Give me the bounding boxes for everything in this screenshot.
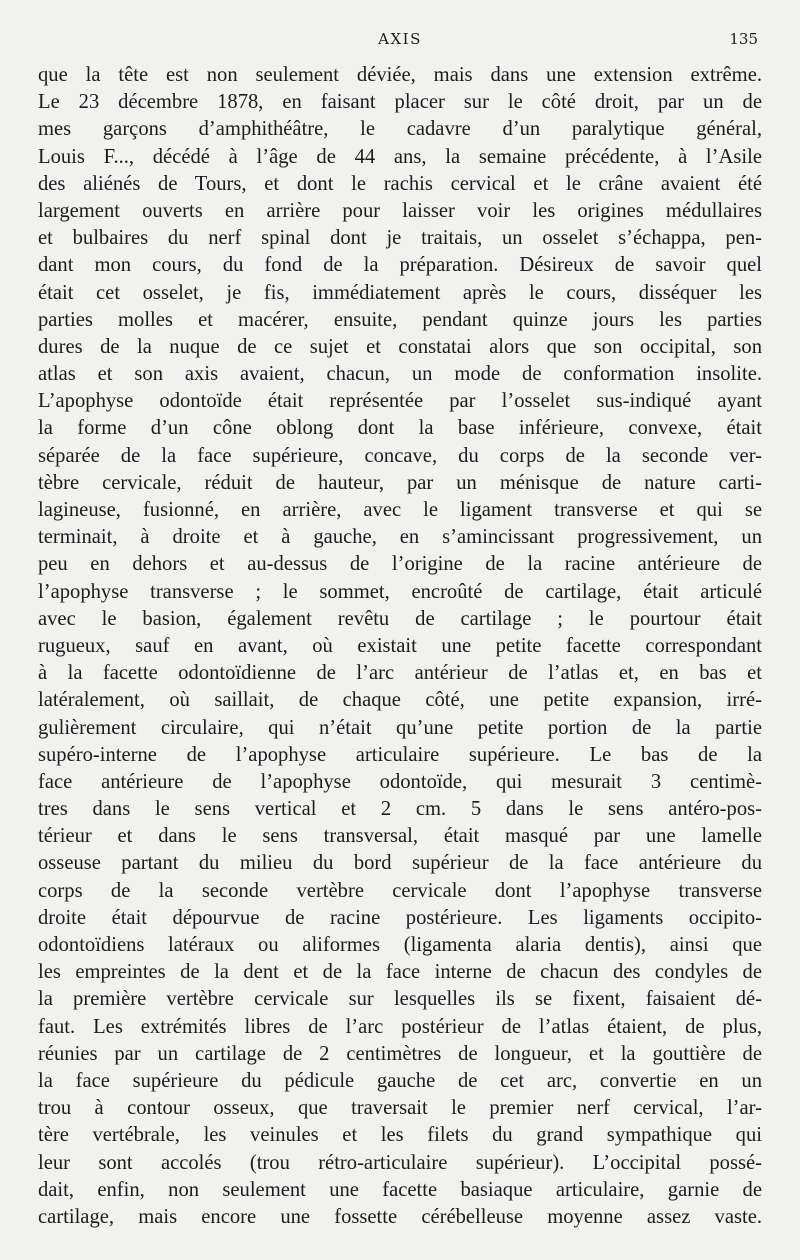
body-text: [38, 62, 762, 1231]
text-line: largement ouverts en arrière pour laisser voir les origines médullaires: [38, 199, 762, 222]
running-title: AXIS: [378, 30, 422, 48]
text-line: supéro-interne de l’apophyse articulaire supérieure. Le bas de la: [38, 743, 762, 766]
text-line: trou à contour osseux, que traversait le premier nerf cervical, l’ar-: [38, 1097, 762, 1120]
text-line: térieur et dans le sens transversal, était masqué par une lamelle: [38, 825, 762, 848]
page-number: 135: [729, 30, 758, 48]
text-line: les empreintes de la dent et de la face interne de chacun des condyles de: [38, 961, 762, 984]
text-line: terminait, à droite et à gauche, en s’amincissant progressivement, un: [38, 526, 762, 549]
text-line: parties molles et macérer, ensuite, pendant quinze jours les parties: [38, 308, 762, 331]
text-line: la face supérieure du pédicule gauche de cet arc, convertie en un: [38, 1069, 762, 1092]
text-line: séparée de la face supérieure, concave, du corps de la seconde ver-: [38, 444, 762, 467]
text-line: tres dans le sens vertical et 2 cm. 5 dans le sens antéro-pos-: [38, 798, 762, 821]
text-line: peu en dehors et au-dessus de l’origine de la racine antérieure de: [38, 553, 762, 576]
text-line: gulièrement circulaire, qui n’était qu’une petite portion de la partie: [38, 716, 762, 739]
text-line: réunies par un cartilage de 2 centimètres de longueur, et la gouttière de: [38, 1042, 762, 1065]
text-line: la première vertèbre cervicale sur lesquelles ils se fixent, faisaient dé-: [38, 988, 762, 1011]
text-line: L’apophyse odontoïde était représentée par l’osselet sus-indiqué ayant: [38, 390, 762, 413]
text-line: était cet osselet, je fis, immédiatement après le cours, disséquer les: [38, 281, 762, 304]
text-line: leur sont accolés (trou rétro-articulaire supérieur). L’occipital possé-: [38, 1151, 762, 1174]
text-line: latéralement, où saillait, de chaque côté, une petite expansion, irré-: [38, 689, 762, 712]
text-line: droite était dépourvue de racine postérieure. Les ligaments occipito-: [38, 906, 762, 929]
text-line: l’apophyse transverse ; le sommet, encroûté de cartilage, était articulé: [38, 580, 762, 603]
text-line: cartilage, mais encore une fossette cérébelleuse moyenne assez vaste.: [38, 1205, 762, 1228]
text-line: à la facette odontoïdienne de l’arc antérieur de l’atlas et, en bas et: [38, 662, 762, 685]
text-line: atlas et son axis avaient, chacun, un mode de conformation insolite.: [38, 363, 762, 386]
running-head: [38, 24, 762, 54]
text-line: dait, enfin, non seulement une facette basiaque articulaire, garnie de: [38, 1178, 762, 1201]
text-line: rugueux, sauf en avant, où existait une petite facette correspondant: [38, 634, 762, 657]
text-line: Louis F..., décédé à l’âge de 44 ans, la semaine précédente, à l’Asile: [38, 145, 762, 168]
text-line: odontoïdiens latéraux ou aliformes (ligamenta alaria dentis), ainsi que: [38, 934, 762, 956]
text-line: dures de la nuque de ce sujet et constatai alors que son occipital, son: [38, 335, 762, 358]
text-line: face antérieure de l’apophyse odontoïde, qui mesurait 3 centimè-: [38, 770, 762, 793]
text-line: la forme d’un cône oblong dont la base inférieure, convexe, était: [38, 417, 762, 440]
text-line: dant mon cours, du fond de la préparation. Désireux de savoir quel: [38, 254, 762, 277]
text-line: Le 23 décembre 1878, en faisant placer sur le côté droit, par un de: [38, 91, 762, 114]
text-line: osseuse partant du milieu du bord supérieur de la face antérieure du: [38, 852, 762, 875]
text-line: tère vertébrale, les veinules et les filets du grand sympathique qui: [38, 1124, 762, 1147]
text-line: corps de la seconde vertèbre cervicale dont l’apophyse transverse: [38, 879, 762, 902]
text-line: mes garçons d’amphithéâtre, le cadavre d’un paralytique général,: [38, 118, 762, 141]
text-line: des aliénés de Tours, et dont le rachis cervical et le crâne avaient été: [38, 172, 762, 195]
text-line: avec le basion, également revêtu de cartilage ; le pourtour était: [38, 607, 762, 630]
text-line: faut. Les extrémités libres de l’arc postérieur de l’atlas étaient, de plus,: [38, 1015, 762, 1038]
text-line: et bulbaires du nerf spinal dont je traitais, un osselet s’échappa, pen-: [38, 227, 762, 250]
text-line: tèbre cervicale, réduit de hauteur, par un ménisque de nature carti-: [38, 471, 762, 494]
text-line: que la tête est non seulement déviée, mais dans une extension extrême.: [38, 64, 762, 86]
text-line: lagineuse, fusionné, en arrière, avec le ligament transverse et qui se: [38, 499, 762, 521]
